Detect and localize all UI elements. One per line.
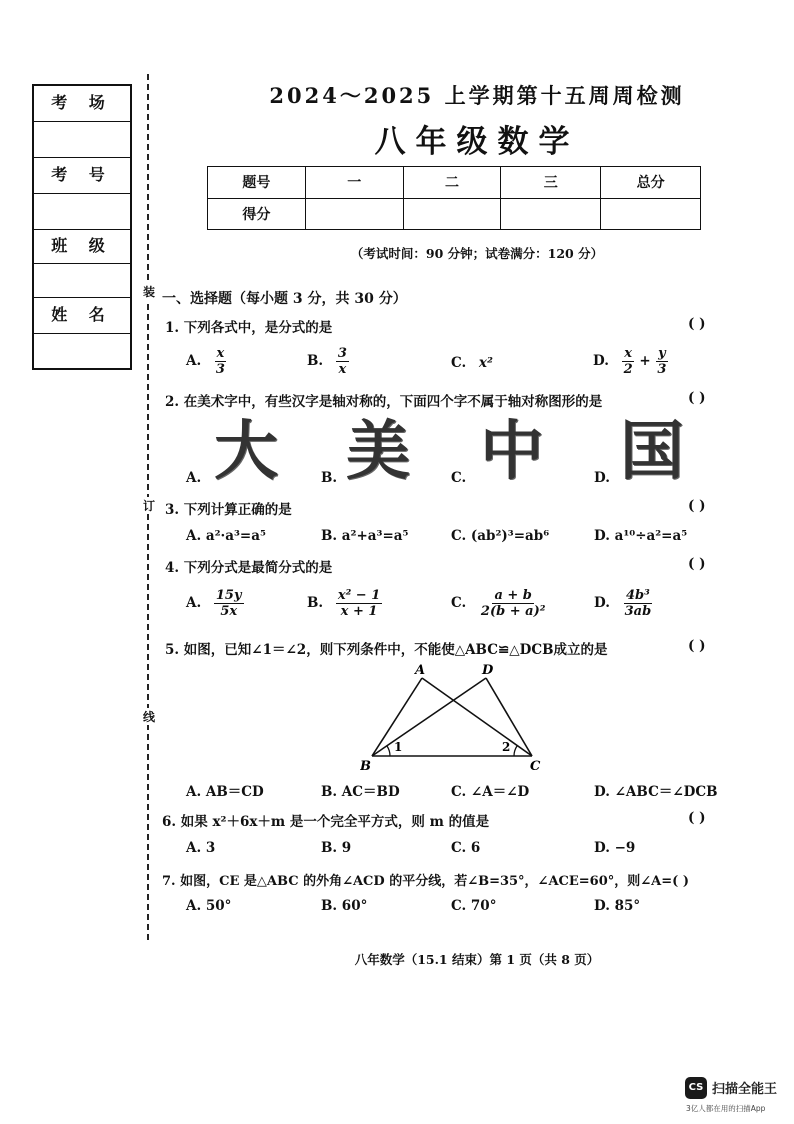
segment-ac bbox=[422, 678, 532, 756]
numerator: x² − 1 bbox=[337, 588, 381, 603]
q6-option-d[interactable]: D. −9 bbox=[594, 840, 636, 856]
q5-option-a[interactable]: A. AB＝CD bbox=[186, 784, 264, 800]
denominator: 2 bbox=[623, 362, 633, 377]
score-cell-part2[interactable] bbox=[403, 198, 501, 230]
q3-option-d[interactable]: D. a¹⁰÷a²=a⁵ bbox=[594, 528, 688, 544]
q3-option-a[interactable]: A. a²·a³=a⁵ bbox=[186, 528, 266, 544]
score-header-label: 题号 bbox=[208, 167, 306, 199]
q2-option-d-label[interactable]: D. bbox=[594, 470, 610, 486]
option-label: B. bbox=[307, 353, 324, 369]
camscanner-name: 扫描全能王 bbox=[712, 1082, 778, 1097]
q7-option-d[interactable]: D. 85° bbox=[594, 898, 641, 914]
q2-option-c-label[interactable]: C. bbox=[451, 470, 467, 486]
question-4-stem: 4. 下列分式是最简分式的是 bbox=[165, 560, 333, 576]
fraction bbox=[336, 346, 349, 377]
question-4-answer-paren[interactable]: ( ) bbox=[688, 556, 706, 572]
score-table bbox=[207, 166, 701, 230]
q3-option-b[interactable]: B. a²+a³=a⁵ bbox=[321, 528, 409, 544]
option-label: A. bbox=[186, 353, 202, 369]
score-header-total: 总分 bbox=[601, 167, 701, 199]
q4-option-a[interactable] bbox=[186, 588, 244, 619]
angle-1-label: 1 bbox=[394, 740, 403, 754]
name-field[interactable] bbox=[34, 334, 130, 368]
q5-option-c[interactable]: C. ∠A＝∠D bbox=[451, 784, 530, 800]
score-cell-part1[interactable] bbox=[305, 198, 403, 230]
score-header-part1: 一 bbox=[305, 167, 403, 199]
page-footer: 八年数学（15.1 结束）第 1 页（共 8 页） bbox=[354, 952, 600, 967]
option-label: B. bbox=[307, 595, 324, 611]
q1-option-b[interactable] bbox=[307, 346, 349, 377]
fraction bbox=[336, 588, 382, 619]
numerator: x bbox=[216, 346, 225, 361]
binding-mark-zhuang: 装 bbox=[142, 285, 155, 299]
q5-option-b[interactable]: B. AC＝BD bbox=[321, 784, 400, 800]
question-2-stem: 2. 在美术字中，有些汉字是轴对称的，下面四个字不属于轴对称图形的是 bbox=[165, 394, 603, 410]
subject-title: 八年级数学 bbox=[374, 124, 580, 160]
score-header-part3: 三 bbox=[501, 167, 601, 199]
math-expression: x² bbox=[478, 355, 493, 371]
q7-option-c[interactable]: C. 70° bbox=[451, 898, 497, 914]
fraction bbox=[479, 588, 548, 619]
denominator: 2(b + a)² bbox=[480, 604, 546, 619]
exam-number-field[interactable] bbox=[34, 194, 130, 230]
numerator: x bbox=[624, 346, 633, 361]
q6-option-b[interactable]: B. 9 bbox=[321, 840, 352, 856]
binding-mark-ding: 订 bbox=[142, 499, 155, 513]
segment-bd bbox=[372, 678, 486, 756]
q2-option-a-label[interactable]: A. bbox=[186, 470, 202, 486]
angle-2-label: 2 bbox=[502, 740, 511, 754]
option-label: A. bbox=[186, 595, 202, 611]
score-cell-total[interactable] bbox=[601, 198, 701, 230]
q4-option-d[interactable] bbox=[594, 588, 653, 619]
exam-room-field[interactable] bbox=[34, 122, 130, 158]
fraction bbox=[622, 346, 635, 377]
student-info-box bbox=[32, 84, 132, 370]
denominator: 3 bbox=[657, 362, 667, 377]
question-1-answer-paren[interactable]: ( ) bbox=[688, 316, 706, 332]
q2-option-b-char: 美 bbox=[346, 415, 410, 489]
score-row-label: 得分 bbox=[208, 198, 306, 230]
question-3-stem: 3. 下列计算正确的是 bbox=[165, 502, 292, 518]
angle-2-arc bbox=[514, 746, 517, 756]
q6-option-a[interactable]: A. 3 bbox=[186, 840, 216, 856]
denominator: x + 1 bbox=[340, 604, 378, 619]
fraction bbox=[214, 588, 244, 619]
option-label: C. bbox=[451, 595, 467, 611]
class-label: 班 级 bbox=[34, 230, 130, 264]
exam-info: （考试时间：90 分钟；试卷满分：120 分） bbox=[350, 246, 604, 261]
section-title: 一、选择题（每小题 3 分，共 30 分） bbox=[162, 291, 407, 307]
numerator: y bbox=[658, 346, 666, 361]
question-1-stem: 1. 下列各式中，是分式的是 bbox=[165, 320, 333, 336]
q7-option-a[interactable]: A. 50° bbox=[186, 898, 232, 914]
question-5-answer-paren[interactable]: ( ) bbox=[688, 638, 706, 654]
fraction bbox=[623, 588, 654, 619]
fraction bbox=[214, 346, 227, 377]
question-5-stem: 5. 如图，已知∠1＝∠2，则下列条件中，不能使△ABC≌△DCB成立的是 bbox=[165, 642, 608, 658]
q3-option-c[interactable]: C. (ab²)³=ab⁶ bbox=[451, 528, 550, 544]
question-2-answer-paren[interactable]: ( ) bbox=[688, 390, 706, 406]
question-6-stem: 6. 如果 x²＋6x＋m 是一个完全平方式，则 m 的值是 bbox=[162, 814, 490, 830]
numerator: 15y bbox=[215, 588, 242, 603]
option-label: D. bbox=[594, 595, 610, 611]
q1-option-a[interactable] bbox=[186, 346, 227, 377]
q5-triangle-figure bbox=[360, 660, 550, 772]
q2-option-b-label[interactable]: B. bbox=[321, 470, 338, 486]
plus-sign: + bbox=[639, 353, 651, 369]
q2-option-c-char: 中 bbox=[480, 415, 544, 489]
q1-option-d[interactable] bbox=[593, 346, 668, 377]
fraction bbox=[655, 346, 668, 377]
denominator: 3ab bbox=[624, 604, 652, 619]
class-field[interactable] bbox=[34, 264, 130, 298]
q5-option-d[interactable]: D. ∠ABC＝∠DCB bbox=[594, 784, 718, 800]
option-label: C. bbox=[451, 355, 467, 371]
numerator: a + b bbox=[494, 588, 532, 603]
q2-option-a-char: 大 bbox=[214, 415, 278, 489]
point-c-label: C bbox=[530, 759, 541, 772]
q6-option-c[interactable]: C. 6 bbox=[451, 840, 481, 856]
denominator: 5x bbox=[220, 604, 238, 619]
numerator: 4b³ bbox=[626, 588, 650, 603]
numerator: 3 bbox=[337, 346, 347, 361]
score-cell-part3[interactable] bbox=[501, 198, 601, 230]
camscanner-tagline: 3亿人都在用的扫描App bbox=[686, 1104, 766, 1113]
q4-option-c[interactable] bbox=[451, 588, 547, 619]
denominator: 3 bbox=[215, 362, 225, 377]
option-label: D. bbox=[593, 353, 609, 369]
point-b-label: B bbox=[360, 759, 371, 772]
exam-number-label: 考 号 bbox=[34, 158, 130, 194]
q1-option-c[interactable] bbox=[451, 355, 493, 371]
angle-1-arc bbox=[387, 746, 390, 756]
question-3-answer-paren[interactable]: ( ) bbox=[688, 498, 706, 514]
camscanner-logo-icon: CS bbox=[685, 1077, 707, 1099]
denominator: x bbox=[338, 362, 347, 377]
point-a-label: A bbox=[415, 663, 426, 678]
binding-mark-xian: 线 bbox=[142, 710, 155, 724]
exam-room-label: 考 场 bbox=[34, 86, 130, 122]
q2-option-d-char: 国 bbox=[620, 415, 684, 489]
point-d-label: D bbox=[482, 663, 494, 678]
q7-option-b[interactable]: B. 60° bbox=[321, 898, 368, 914]
question-7-stem: 7. 如图，CE 是△ABC 的外角∠ACD 的平分线，若∠B=35°，∠ACE=60°，则∠A=( ) bbox=[162, 874, 689, 889]
q4-option-b[interactable] bbox=[307, 588, 382, 619]
question-6-answer-paren[interactable]: ( ) bbox=[688, 810, 706, 826]
name-label: 姓 名 bbox=[34, 298, 130, 334]
exam-title: 2024～2025 上学期第十五周周检测 bbox=[269, 83, 685, 108]
score-header-part2: 二 bbox=[403, 167, 501, 199]
